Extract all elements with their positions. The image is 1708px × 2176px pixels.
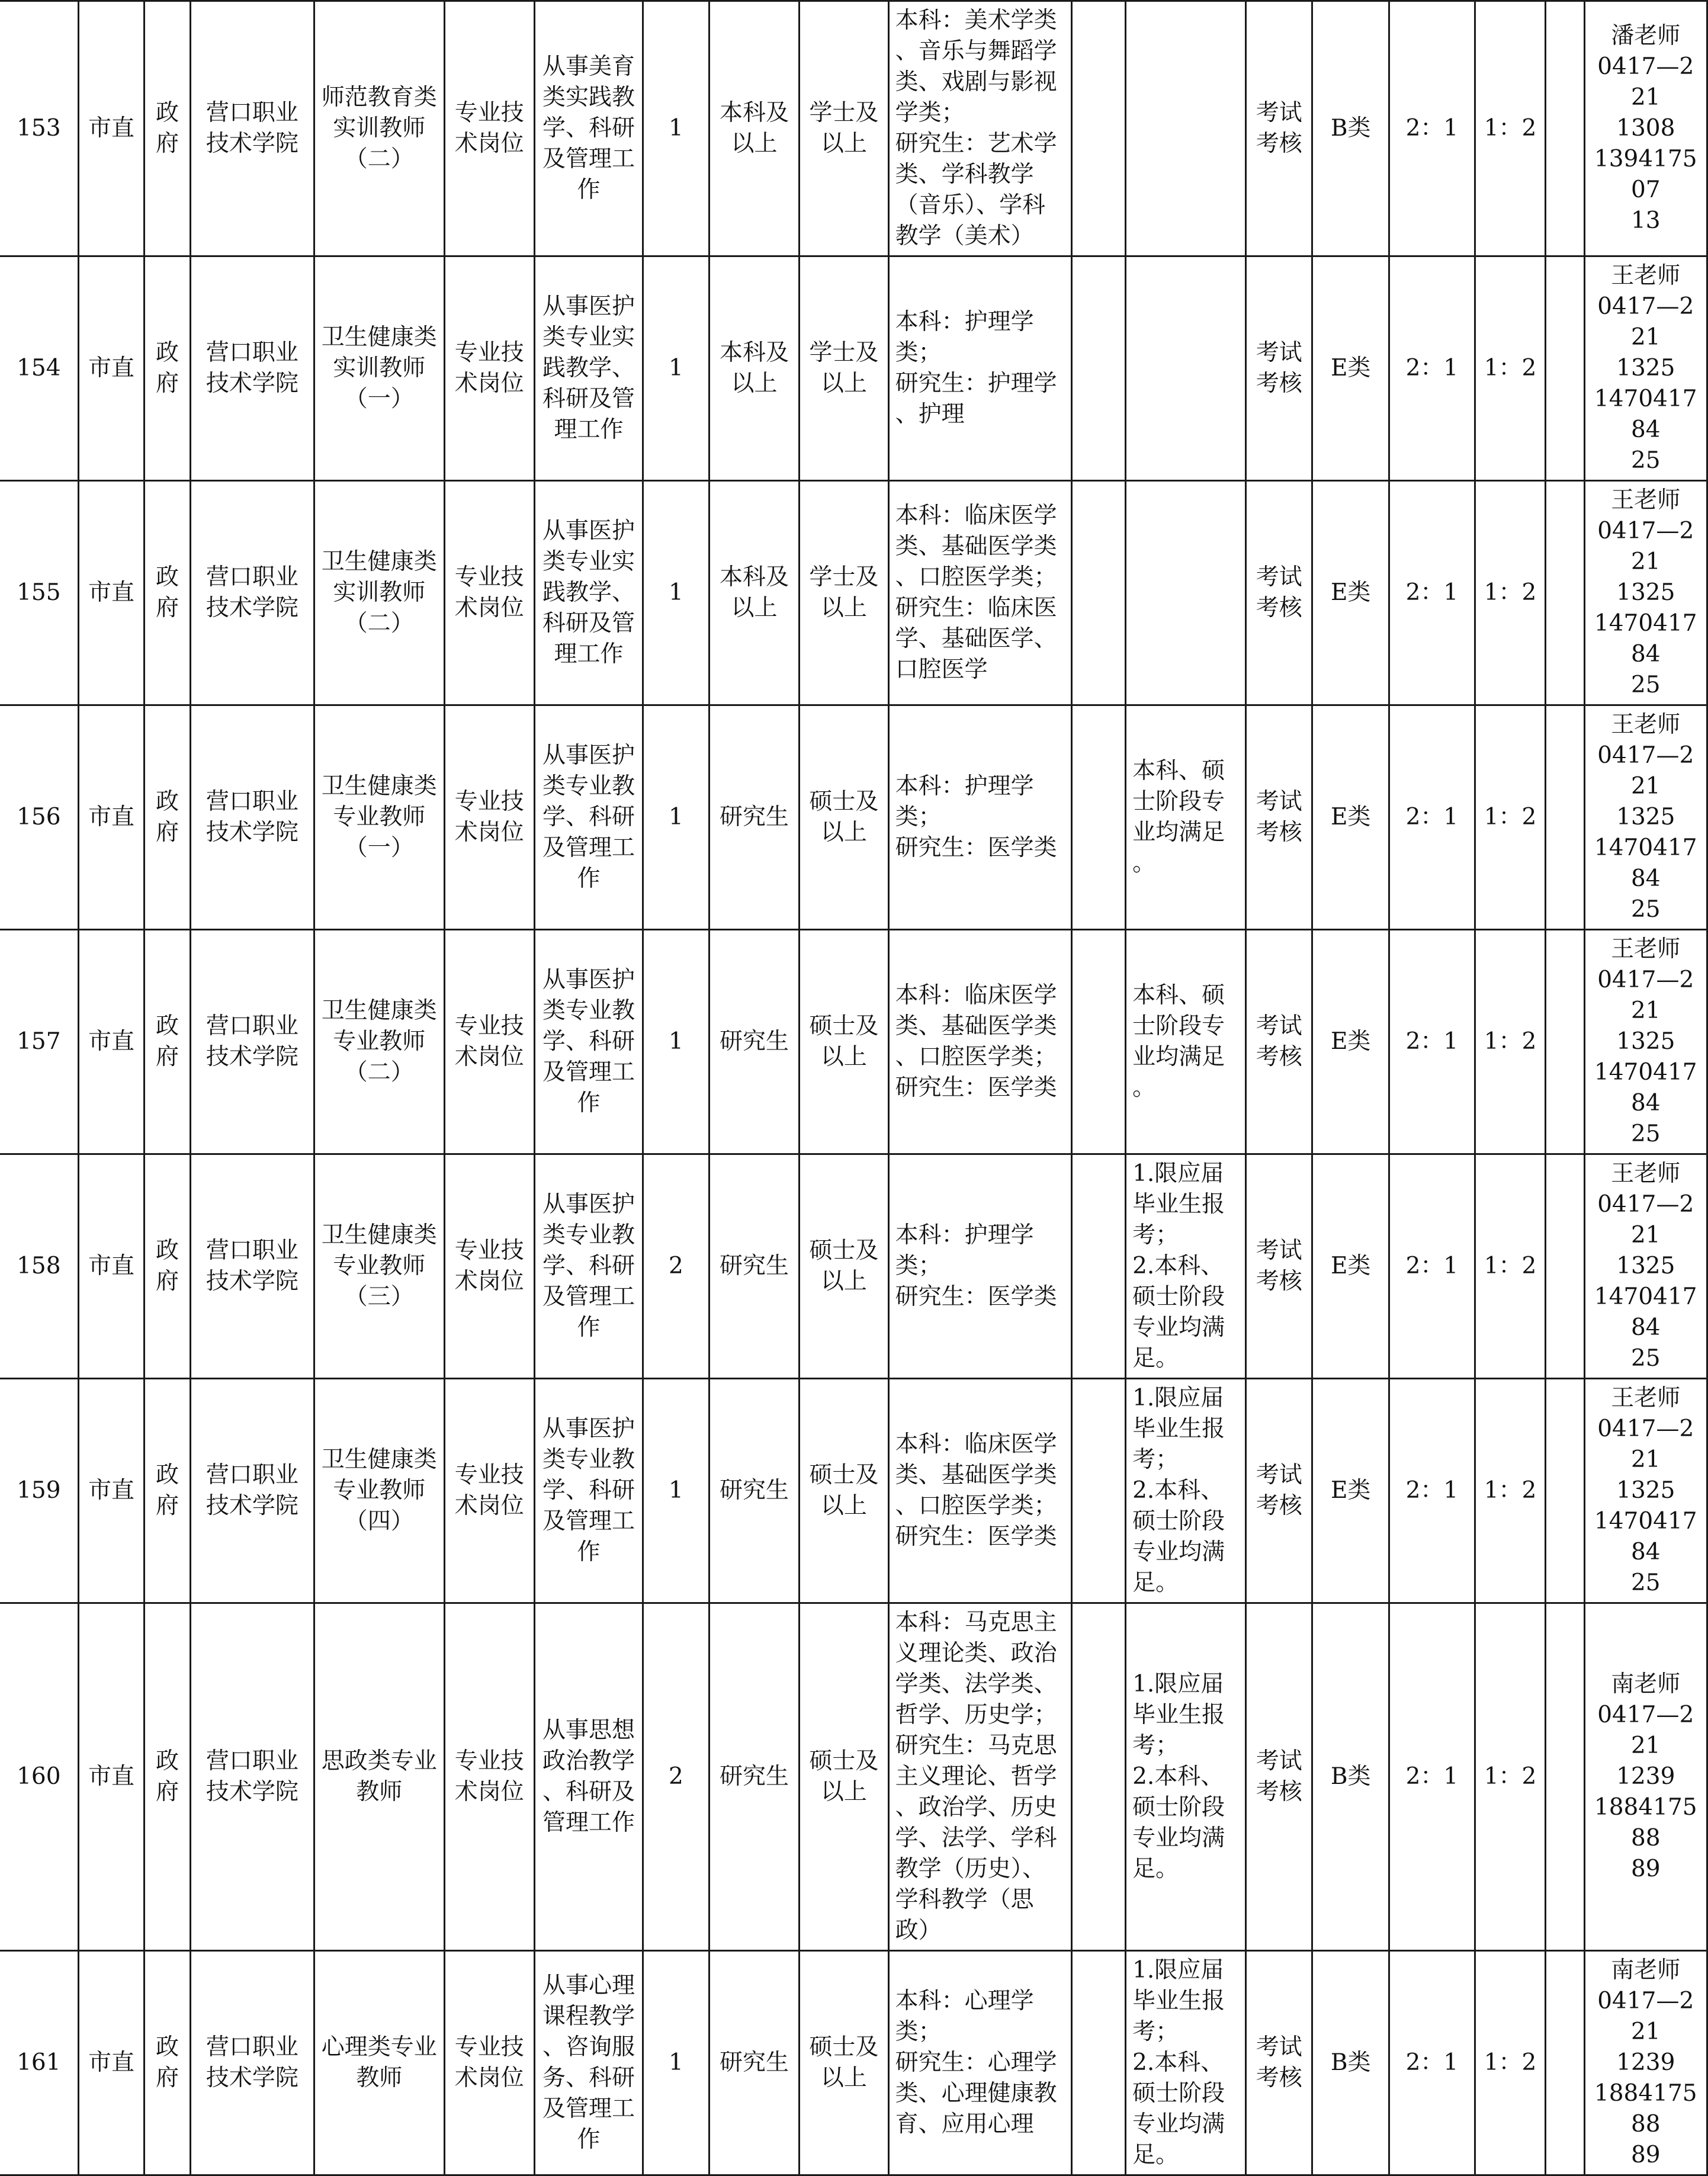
degree-cell: 硕士及 以上 [800, 1154, 888, 1379]
dept-cell: 政府 [145, 1379, 190, 1603]
contact-cell: 南老师 0417—221 1239 188417588 89 [1584, 1603, 1707, 1951]
education-cell: 研究生 [709, 705, 799, 930]
row-number: 154 [0, 256, 78, 481]
major-cell: 本科：临床医学 类、基础医学类 、口腔医学类； 研究生：临床医 学、基础医学、 口腔医学 [888, 481, 1071, 705]
degree-cell: 硕士及 以上 [800, 705, 888, 930]
blank-cell [1071, 1, 1125, 256]
interview-ratio-cell: 1：2 [1475, 705, 1546, 930]
level-cell: 市直 [78, 1154, 145, 1379]
table-row [0, 256, 1707, 481]
headcount-cell: 2 [643, 1154, 709, 1379]
degree-cell: 硕士及 以上 [800, 1379, 888, 1603]
post-name-cell: 卫生健康类 专业教师 （二） [314, 930, 445, 1154]
major-cell: 本科：美术学类 、音乐与舞蹈学 类、戏剧与影视 学类； 研究生：艺术学 类、学科教学 （音乐）、学科 教学（美术） [888, 1, 1071, 256]
method-cell: 考试 考核 [1246, 481, 1312, 705]
table-row [0, 1, 1707, 256]
level-cell: 市直 [78, 705, 145, 930]
table-row [0, 1379, 1707, 1603]
interview-ratio-cell: 1：2 [1475, 1379, 1546, 1603]
unit-cell: 营口职业 技术学院 [190, 1951, 314, 2175]
exam-type-cell: E类 [1312, 930, 1389, 1154]
degree-cell: 学士及 以上 [800, 481, 888, 705]
exam-type-cell: B类 [1312, 1, 1389, 256]
post-type-cell: 专业技 术岗位 [444, 481, 534, 705]
education-cell: 研究生 [709, 1154, 799, 1379]
method-cell: 考试 考核 [1246, 705, 1312, 930]
method-cell: 考试 考核 [1246, 1951, 1312, 2175]
duty-cell: 从事美育 类实践教 学、科研 及管理工 作 [535, 1, 643, 256]
post-type-cell: 专业技 术岗位 [444, 1, 534, 256]
duty-cell: 从事医护 类专业实 践教学、 科研及管 理工作 [535, 256, 643, 481]
exam-type-cell: E类 [1312, 1379, 1389, 1603]
post-name-cell: 卫生健康类 实训教师 （一） [314, 256, 445, 481]
unit-cell: 营口职业 技术学院 [190, 1154, 314, 1379]
exam-type-cell: E类 [1312, 1154, 1389, 1379]
degree-cell: 硕士及 以上 [800, 1603, 888, 1951]
blank-cell [1071, 1603, 1125, 1951]
level-cell: 市直 [78, 481, 145, 705]
method-cell: 考试 考核 [1246, 256, 1312, 481]
degree-cell: 学士及 以上 [800, 256, 888, 481]
post-type-cell: 专业技 术岗位 [444, 256, 534, 481]
post-name-cell: 师范教育类 实训教师 （二） [314, 1, 445, 256]
duty-cell: 从事医护 类专业教 学、科研 及管理工 作 [535, 930, 643, 1154]
interview-ratio-cell: 1：2 [1475, 1, 1546, 256]
duty-cell: 从事医护 类专业教 学、科研 及管理工 作 [535, 1379, 643, 1603]
ratio-cell: 2：1 [1389, 256, 1475, 481]
row-number: 157 [0, 930, 78, 1154]
headcount-cell: 1 [643, 256, 709, 481]
blank-cell-2 [1546, 1, 1584, 256]
contact-cell: 王老师 0417—221 1325 147041784 25 [1584, 256, 1707, 481]
table-row [0, 1603, 1707, 1951]
headcount-cell: 1 [643, 1379, 709, 1603]
blank-cell [1071, 256, 1125, 481]
major-cell: 本科：临床医学 类、基础医学类 、口腔医学类； 研究生：医学类 [888, 1379, 1071, 1603]
post-name-cell: 思政类专业 教师 [314, 1603, 445, 1951]
blank-cell [1071, 1379, 1125, 1603]
headcount-cell: 2 [643, 1603, 709, 1951]
blank-cell-2 [1546, 930, 1584, 1154]
unit-cell: 营口职业 技术学院 [190, 481, 314, 705]
major-cell: 本科：护理学 类； 研究生：医学类 [888, 1154, 1071, 1379]
level-cell: 市直 [78, 930, 145, 1154]
row-number: 156 [0, 705, 78, 930]
education-cell: 本科及 以上 [709, 481, 799, 705]
method-cell: 考试 考核 [1246, 1154, 1312, 1379]
row-number: 158 [0, 1154, 78, 1379]
blank-cell [1071, 1154, 1125, 1379]
post-name-cell: 卫生健康类 专业教师 （四） [314, 1379, 445, 1603]
degree-cell: 硕士及 以上 [800, 1951, 888, 2175]
exam-type-cell: E类 [1312, 705, 1389, 930]
level-cell: 市直 [78, 1603, 145, 1951]
interview-ratio-cell: 1：2 [1475, 930, 1546, 1154]
post-type-cell: 专业技 术岗位 [444, 1951, 534, 2175]
exam-type-cell: B类 [1312, 1603, 1389, 1951]
unit-cell: 营口职业 技术学院 [190, 1379, 314, 1603]
ratio-cell: 2：1 [1389, 1379, 1475, 1603]
other-requirements-cell: 1.限应届 毕业生报 考； 2.本科、 硕士阶段 专业均满 足。 [1126, 1603, 1246, 1951]
dept-cell: 政府 [145, 1154, 190, 1379]
dept-cell: 政府 [145, 256, 190, 481]
dept-cell: 政府 [145, 1951, 190, 2175]
duty-cell: 从事医护 类专业实 践教学、 科研及管 理工作 [535, 481, 643, 705]
blank-cell [1071, 481, 1125, 705]
blank-cell-2 [1546, 1951, 1584, 2175]
education-cell: 本科及 以上 [709, 256, 799, 481]
blank-cell-2 [1546, 1603, 1584, 1951]
other-requirements-cell: 本科、硕 士阶段专 业均满足 。 [1126, 705, 1246, 930]
unit-cell: 营口职业 技术学院 [190, 930, 314, 1154]
blank-cell-2 [1546, 1379, 1584, 1603]
major-cell: 本科：护理学 类； 研究生：护理学 、护理 [888, 256, 1071, 481]
method-cell: 考试 考核 [1246, 1603, 1312, 1951]
other-requirements-cell: 1.限应届 毕业生报 考； 2.本科、 硕士阶段 专业均满 足。 [1126, 1379, 1246, 1603]
headcount-cell: 1 [643, 1, 709, 256]
ratio-cell: 2：1 [1389, 930, 1475, 1154]
contact-cell: 王老师 0417—221 1325 147041784 25 [1584, 1154, 1707, 1379]
education-cell: 本科及 以上 [709, 1, 799, 256]
headcount-cell: 1 [643, 1951, 709, 2175]
contact-cell: 王老师 0417—221 1325 147041784 25 [1584, 481, 1707, 705]
ratio-cell: 2：1 [1389, 705, 1475, 930]
dept-cell: 政府 [145, 705, 190, 930]
blank-cell-2 [1546, 256, 1584, 481]
headcount-cell: 1 [643, 930, 709, 1154]
level-cell: 市直 [78, 1, 145, 256]
contact-cell: 王老师 0417—221 1325 147041784 25 [1584, 705, 1707, 930]
exam-type-cell: B类 [1312, 1951, 1389, 2175]
other-requirements-cell [1126, 1, 1246, 256]
education-cell: 研究生 [709, 1951, 799, 2175]
table-row [0, 705, 1707, 930]
exam-type-cell: E类 [1312, 256, 1389, 481]
table-row [0, 481, 1707, 705]
post-type-cell: 专业技 术岗位 [444, 705, 534, 930]
post-type-cell: 专业技 术岗位 [444, 1379, 534, 1603]
level-cell: 市直 [78, 256, 145, 481]
row-number: 155 [0, 481, 78, 705]
post-name-cell: 心理类专业 教师 [314, 1951, 445, 2175]
duty-cell: 从事医护 类专业教 学、科研 及管理工 作 [535, 1154, 643, 1379]
education-cell: 研究生 [709, 1379, 799, 1603]
headcount-cell: 1 [643, 481, 709, 705]
dept-cell: 政府 [145, 481, 190, 705]
row-number: 161 [0, 1951, 78, 2175]
other-requirements-cell: 1.限应届 毕业生报 考； 2.本科、 硕士阶段 专业均满 足。 [1126, 1154, 1246, 1379]
contact-cell: 王老师 0417—221 1325 147041784 25 [1584, 930, 1707, 1154]
table-row [0, 930, 1707, 1154]
education-cell: 研究生 [709, 930, 799, 1154]
duty-cell: 从事思想 政治教学 、科研及 管理工作 [535, 1603, 643, 1951]
blank-cell [1071, 705, 1125, 930]
level-cell: 市直 [78, 1379, 145, 1603]
blank-cell [1071, 930, 1125, 1154]
degree-cell: 学士及 以上 [800, 1, 888, 256]
interview-ratio-cell: 1：2 [1475, 1154, 1546, 1379]
interview-ratio-cell: 1：2 [1475, 1951, 1546, 2175]
dept-cell: 政府 [145, 930, 190, 1154]
level-cell: 市直 [78, 1951, 145, 2175]
unit-cell: 营口职业 技术学院 [190, 1603, 314, 1951]
post-name-cell: 卫生健康类 专业教师 （一） [314, 705, 445, 930]
dept-cell: 政府 [145, 1603, 190, 1951]
ratio-cell: 2：1 [1389, 1951, 1475, 2175]
other-requirements-cell: 本科、硕 士阶段专 业均满足 。 [1126, 930, 1246, 1154]
method-cell: 考试 考核 [1246, 1, 1312, 256]
other-requirements-cell: 1.限应届 毕业生报 考； 2.本科、 硕士阶段 专业均满 足。 [1126, 1951, 1246, 2175]
dept-cell: 政府 [145, 1, 190, 256]
ratio-cell: 2：1 [1389, 1, 1475, 256]
blank-cell [1071, 1951, 1125, 2175]
ratio-cell: 2：1 [1389, 481, 1475, 705]
unit-cell: 营口职业 技术学院 [190, 256, 314, 481]
row-number: 160 [0, 1603, 78, 1951]
ratio-cell: 2：1 [1389, 1154, 1475, 1379]
major-cell: 本科：心理学 类； 研究生：心理学 类、心理健康教 育、应用心理 [888, 1951, 1071, 2175]
degree-cell: 硕士及 以上 [800, 930, 888, 1154]
contact-cell: 潘老师 0417—221 1308 139417507 13 [1584, 1, 1707, 256]
post-type-cell: 专业技 术岗位 [444, 1154, 534, 1379]
headcount-cell: 1 [643, 705, 709, 930]
other-requirements-cell [1126, 481, 1246, 705]
blank-cell-2 [1546, 481, 1584, 705]
table-row [0, 1154, 1707, 1379]
contact-cell: 南老师 0417—221 1239 188417588 89 [1584, 1951, 1707, 2175]
blank-cell-2 [1546, 1154, 1584, 1379]
unit-cell: 营口职业 技术学院 [190, 705, 314, 930]
interview-ratio-cell: 1：2 [1475, 1603, 1546, 1951]
method-cell: 考试 考核 [1246, 1379, 1312, 1603]
interview-ratio-cell: 1：2 [1475, 481, 1546, 705]
unit-cell: 营口职业 技术学院 [190, 1, 314, 256]
interview-ratio-cell: 1：2 [1475, 256, 1546, 481]
post-name-cell: 卫生健康类 专业教师 （三） [314, 1154, 445, 1379]
major-cell: 本科：临床医学 类、基础医学类 、口腔医学类； 研究生：医学类 [888, 930, 1071, 1154]
table-row [0, 1951, 1707, 2175]
other-requirements-cell [1126, 256, 1246, 481]
row-number: 159 [0, 1379, 78, 1603]
method-cell: 考试 考核 [1246, 930, 1312, 1154]
education-cell: 研究生 [709, 1603, 799, 1951]
post-name-cell: 卫生健康类 实训教师 （二） [314, 481, 445, 705]
major-cell: 本科：马克思主 义理论类、政治 学类、法学类、 哲学、历史学； 研究生：马克思 主义理论、哲学 、政治学、历史 学、法学、学科 教学（历史）、 学科教学（思 政） [888, 1603, 1071, 1951]
post-type-cell: 专业技 术岗位 [444, 930, 534, 1154]
row-number: 153 [0, 1, 78, 256]
post-type-cell: 专业技 术岗位 [444, 1603, 534, 1951]
ratio-cell: 2：1 [1389, 1603, 1475, 1951]
exam-type-cell: E类 [1312, 481, 1389, 705]
blank-cell-2 [1546, 705, 1584, 930]
major-cell: 本科：护理学 类； 研究生：医学类 [888, 705, 1071, 930]
duty-cell: 从事医护 类专业教 学、科研 及管理工 作 [535, 705, 643, 930]
duty-cell: 从事心理 课程教学 、咨询服 务、科研 及管理工 作 [535, 1951, 643, 2175]
contact-cell: 王老师 0417—221 1325 147041784 25 [1584, 1379, 1707, 1603]
table-body [0, 1, 1707, 2175]
